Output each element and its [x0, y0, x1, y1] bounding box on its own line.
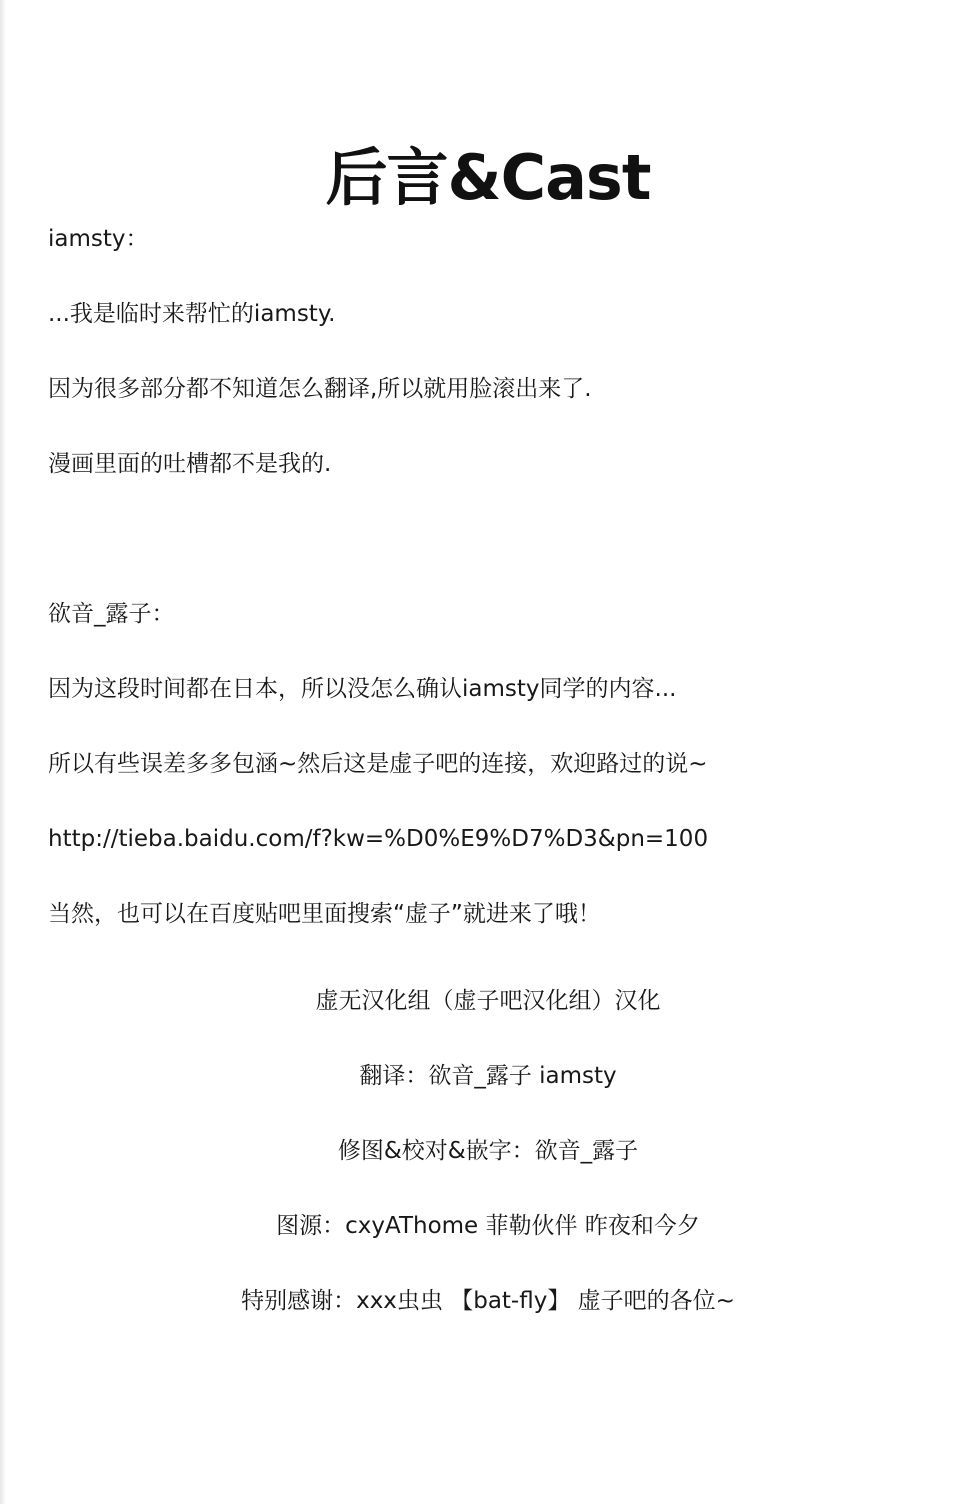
- credit-thanks: 特别感谢：xxx虫虫 【bat-fly】 虚子吧的各位~: [241, 1288, 735, 1314]
- credit-translation: 翻译：欲音_露子 iamsty: [359, 1063, 617, 1089]
- section1-line-2: 因为很多部分都不知道怎么翻译,所以就用脸滚出来了.: [48, 376, 592, 402]
- section2-url: http://tieba.baidu.com/f?kw=%D0%E9%D7%D3&pn=100: [48, 826, 709, 852]
- section2-line-1: 因为这段时间都在日本，所以没怎么确认iamsty同学的内容...: [48, 676, 677, 702]
- section2-author: 欲音_露子：: [48, 601, 175, 627]
- section1-line-1: ...我是临时来帮忙的iamsty.: [48, 301, 336, 327]
- section2-line-2: 所以有些误差多多包涵~然后这是虚子吧的连接，欢迎路过的说~: [48, 751, 708, 777]
- credit-editing: 修图&校对&嵌字：欲音_露子: [337, 1138, 639, 1164]
- page-title: 后言&Cast: [325, 140, 651, 214]
- section2-line-4: 当然，也可以在百度贴吧里面搜索“虚子”就进来了哦！: [48, 901, 601, 927]
- section1-author: iamsty：: [48, 226, 149, 252]
- credit-source: 图源：cxyAThome 菲勒伙伴 昨夜和今夕: [276, 1213, 700, 1239]
- section1-line-3: 漫画里面的吐槽都不是我的.: [48, 451, 332, 477]
- credit-group: 虚无汉化组（虚子吧汉化组）汉化: [315, 988, 661, 1014]
- scan-edge-shadow: [0, 0, 6, 1504]
